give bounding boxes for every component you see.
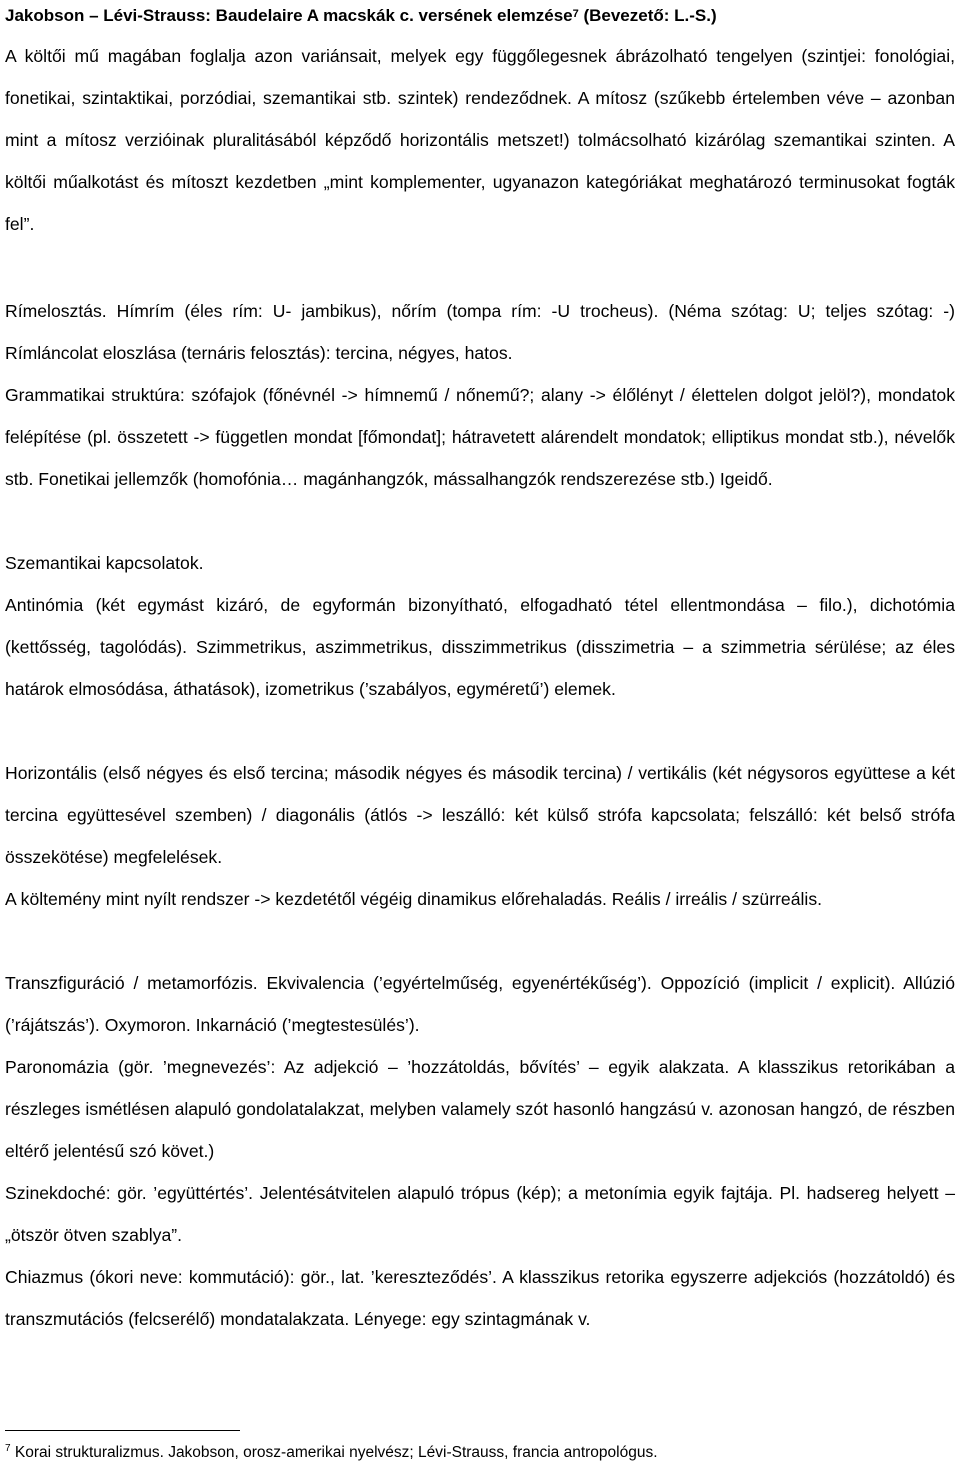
paragraph-open-system: A költemény mint nyílt rendszer -> kezdetétől végéig dinamikus előrehaladás. Reális / irreális / szürreális.: [5, 889, 823, 909]
footnote-mark: 7: [5, 1443, 11, 1454]
footnote-text: Korai strukturalizmus. Jakobson, orosz-amerikai nyelvész; Lévi-Strauss, francia antropológus.: [10, 1444, 658, 1461]
paragraph-chiasmus: Chiazmus (ókori neve: kommutáció): gör., lat. ’kereszteződés’. A klasszikus retorika egyszerre adjekciós (hozzátoldó) és transzmutációs (felcserélő) mondatalakzata. Lényege: egy szintagmának v.: [5, 1267, 955, 1329]
paragraph-antinomy: Antinómia (két egymást kizáró, de egyformán bizonyítható, elfogadható tétel ellentmondása – filo.), dichotómia (kettősség, tagolódás). Szimmetrikus, aszimmetrikus, disszimmetrikus (disszimetria – a szimmetria sérülése; az éles határok elmosódása, áthatások), izometrikus (’szabályos, egyméretű’) elemek.: [5, 595, 955, 699]
paragraph-synecdoche: Szinekdoché: gör. ’együttértés’. Jelentésátvitelen alapuló trópus (kép); a metonímia egyik fajtája. Pl. hadsereg helyett – „ötször ötven szablya”.: [5, 1183, 955, 1245]
paragraph-transfiguration: Transzfiguráció / metamorfózis. Ekvivalencia (’egyértelműség, egyenértékűség’). Oppozíció (implicit / explicit). Allúzió (’rájátszás’). Oxymoron. Inkarnáció (’megtestesülés’).: [5, 973, 955, 1035]
paragraph-grammar: Grammatikai struktúra: szófajok (főnévnél -> hímnemű / nőnemű?; alany -> élőlényt / élettelen dolgot jelöl?), mondatok felépítése (pl. összetett -> független mondat [főmondat]; hátravetett alárendelt mondatok; elliptikus mondat stb.), névelők stb. Fonetikai jellemzők (homofónia… magánhangzók, mássalhangzók rendszerezése stb.) Igeidő.: [5, 385, 955, 489]
title-suffix: (Bevezető: L.-S.): [578, 6, 717, 25]
paragraph-semantic-heading: Szemantikai kapcsolatok.: [5, 553, 204, 573]
document-title: [5, 4, 955, 28]
footnote-divider: [5, 1430, 240, 1431]
paragraph-correspondences: Horizontális (első négyes és első tercina; második négyes és második tercina) / vertikális (két négysoros együttese a két tercina együttesével szemben) / diagonális (átlós -> leszálló: két külső strófa kapcsolata; felszálló: két belső strófa összekötése) megfelelések.: [5, 763, 955, 867]
paragraph-paronomasia: Paronomázia (gör. ’megnevezés’: Az adjekció – ’hozzátoldás, bővítés’ – egyik alakzata. A klasszikus retorikában a részleges ismétlésen alapuló gondolatalakzat, melyben valamely szót hasonló hangzású v. azonosan hangzó, de részben eltérő jelentésű szó követ.): [5, 1057, 955, 1161]
paragraph-intro: A költői mű magában foglalja azon variánsait, melyek egy függőlegesnek ábrázolható tengelyen (szintjei: fonológiai, fonetikai, szintaktikai, porzódiai, szemantikai stb. szintek) rendeződnek. A mítosz (szűkebb értelemben véve – azonban mint a mítosz verzióinak pluralitásából képződő horizontális metszet!) tolmácsolható kizárólag szemantikai szinten. A költői műalkotást és mítoszt kezdetben „mint komplementer, ugyanazon kategóriákat meghatározó terminusokat fogták fel”.: [5, 46, 955, 234]
footnote: [5, 1442, 658, 1464]
title-text: Jakobson – Lévi-Strauss: Baudelaire A macskák c. versének elemzése: [5, 6, 573, 25]
paragraph-rhyme: Rímelosztás. Hímrím (éles rím: U- jambikus), nőrím (tompa rím: -U trocheus). (Néma szótag: U; teljes szótag: -) Rímláncolat eloszlása (ternáris felosztás): tercina, négyes, hatos.: [5, 301, 955, 363]
title-footnote-mark: 7: [572, 8, 579, 20]
